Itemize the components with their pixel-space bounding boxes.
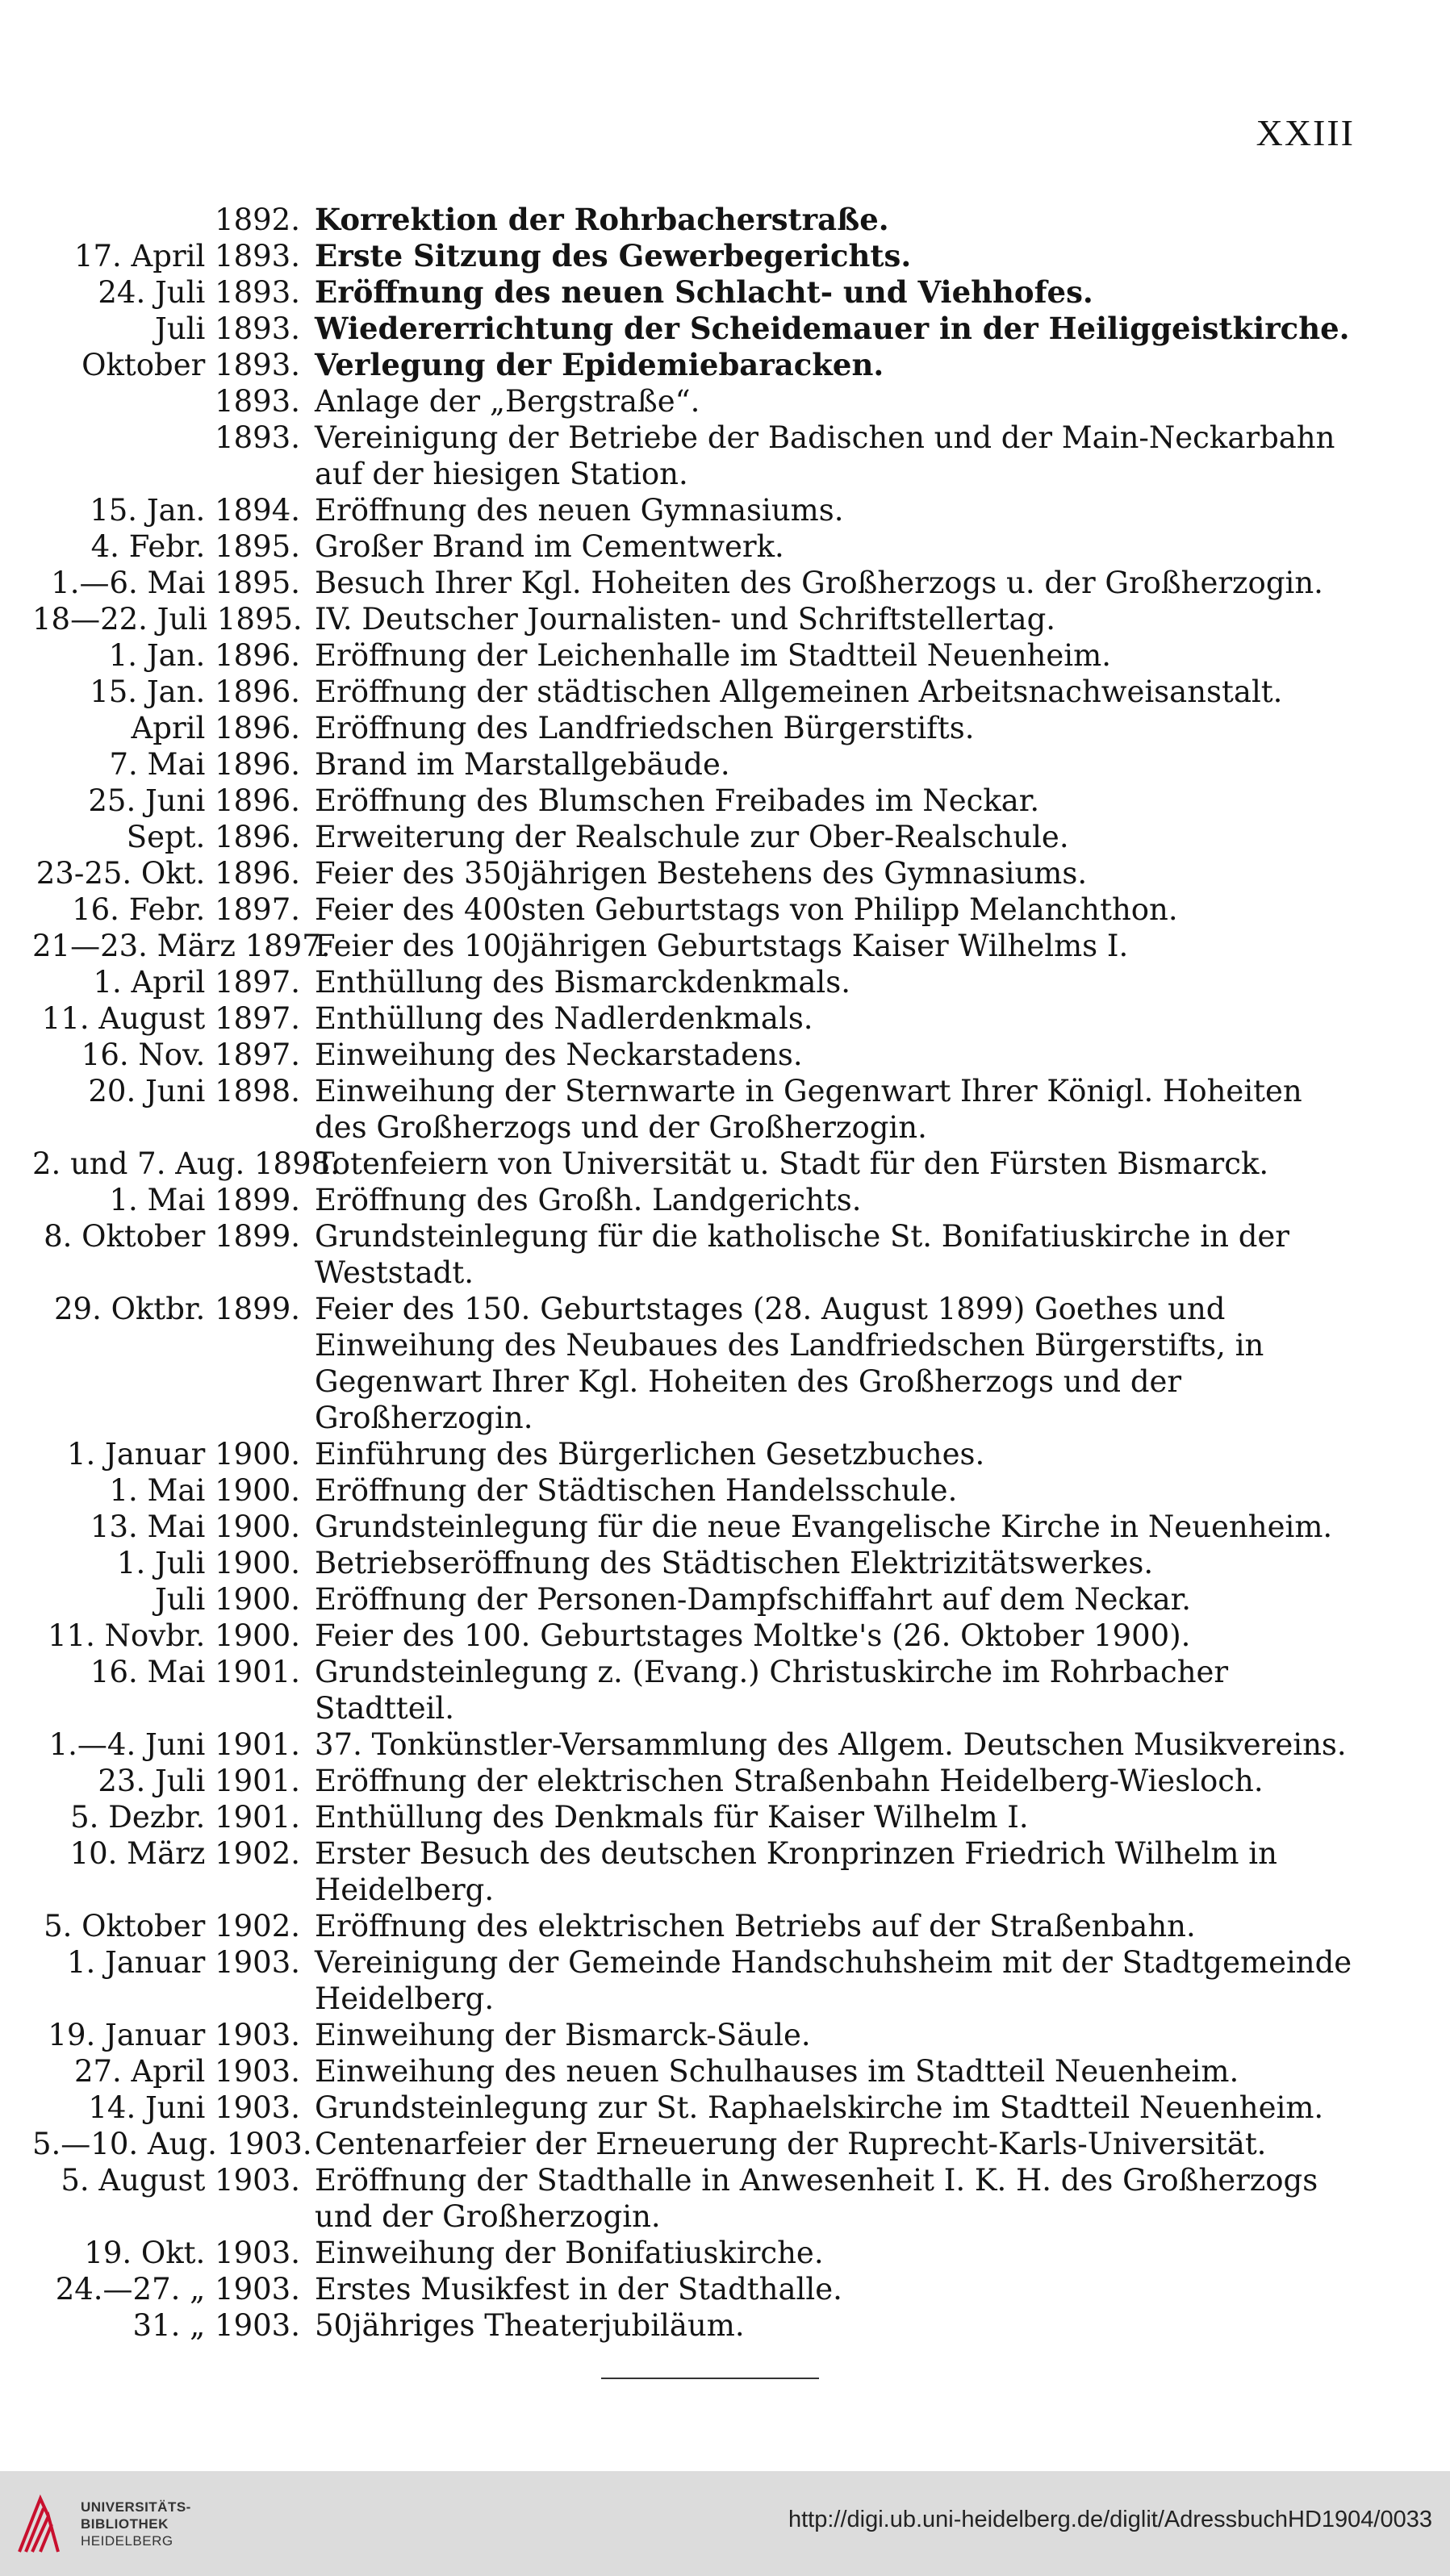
chronology-entry xyxy=(32,601,1356,637)
chronology-entry xyxy=(32,1763,1356,1799)
entry-text: Eröffnung der Leichenhalle im Stadtteil Neuenheim. xyxy=(315,638,1111,673)
entry-date: 18—22. Juli 1895. xyxy=(32,602,303,637)
chronology-entry xyxy=(32,2017,1356,2053)
entry-text: Erstes Musikfest in der Stadthalle. xyxy=(315,2272,842,2307)
entry-text: Centenarfeier der Erneuerung der Ruprecht-Karls-Universität. xyxy=(315,2127,1267,2161)
entry-text: Vereinigung der Gemeinde Handschuhsheim mit der Stadtgemeinde Heidelberg. xyxy=(315,1945,1352,2016)
entry-text: Einweihung der Bonifatiuskirche. xyxy=(315,2236,824,2270)
entry-text: Eröffnung des Blumschen Freibades im Neckar. xyxy=(315,783,1040,818)
entry-text: Eröffnung der Städtischen Handelsschule. xyxy=(315,1473,958,1508)
entry-date: 8. Oktober 1899. xyxy=(44,1219,300,1254)
entry-date: 19. Januar 1903. xyxy=(48,2018,300,2052)
entry-date: 5. Oktober 1902. xyxy=(44,1909,300,1943)
entry-text: Feier des 400sten Geburtstags von Philipp Melanchthon. xyxy=(315,892,1178,927)
entry-date: 1. Jan. 1896. xyxy=(108,638,300,673)
logo-line-1: UNIVERSITÄTS- xyxy=(81,2499,191,2515)
entry-text: Eröffnung der Personen-Dampfschiffahrt auf dem Neckar. xyxy=(315,1582,1192,1617)
entry-date: 27. April 1903. xyxy=(73,2054,300,2089)
entry-text: Feier des 100. Geburtstages Moltke's (26. Oktober 1900). xyxy=(315,1618,1191,1653)
entry-text: Enthüllung des Nadlerdenkmals. xyxy=(315,1001,813,1036)
library-logo xyxy=(16,2492,210,2557)
chronology-entry xyxy=(32,1037,1356,1073)
chronology-entry xyxy=(32,347,1356,383)
entry-date: 11. August 1897. xyxy=(41,1001,300,1036)
entry-date: 16. Mai 1901. xyxy=(90,1655,300,1689)
entry-text: Grundsteinlegung z. (Evang.) Christuskirche im Rohrbacher Stadtteil. xyxy=(315,1655,1229,1726)
entry-date: 15. Jan. 1894. xyxy=(90,493,300,528)
entry-text: IV. Deutscher Journalisten- und Schriftstellertag. xyxy=(315,602,1056,637)
entry-date: Juli 1900. xyxy=(154,1582,300,1617)
entry-date: 31. „ 1903. xyxy=(132,2308,300,2343)
chronology-entry xyxy=(32,1436,1356,1472)
chronology-entry xyxy=(32,1581,1356,1618)
entry-date: 2. und 7. Aug. 1898. xyxy=(32,1146,340,1181)
entry-date: 1. Juli 1900. xyxy=(116,1546,300,1580)
entry-date: 1. April 1897. xyxy=(93,965,300,1000)
entry-text: Feier des 100jährigen Geburtstags Kaiser Wilhelms I. xyxy=(315,929,1129,963)
entry-date: 25. Juni 1896. xyxy=(88,783,300,818)
chronology-entry xyxy=(32,855,1356,891)
entry-text: Anlage der „Bergstraße“. xyxy=(315,384,700,419)
entry-date: 23. Juli 1901. xyxy=(98,1764,300,1798)
entry-date: 23-25. Okt. 1896. xyxy=(36,856,300,891)
entry-text: Totenfeiern von Universität u. Stadt für den Fürsten Bismarck. xyxy=(315,1146,1269,1181)
entry-date: 1893. xyxy=(215,384,300,419)
chronology-entry xyxy=(32,420,1356,492)
chronology-entry xyxy=(32,1908,1356,1944)
entry-date: 1. Mai 1899. xyxy=(109,1183,300,1217)
chronology-entry xyxy=(32,2090,1356,2126)
entry-date: 16. Febr. 1897. xyxy=(72,892,300,927)
chronology-entry xyxy=(32,274,1356,311)
chronology-entry xyxy=(32,1726,1356,1763)
chronology-entry xyxy=(32,1944,1356,2017)
entry-date: 1.—4. Juni 1901. xyxy=(48,1727,300,1762)
chronology-entry xyxy=(32,819,1356,855)
entry-date: 5. August 1903. xyxy=(61,2163,300,2198)
entry-date: 1.—6. Mai 1895. xyxy=(51,566,300,600)
chronology-entry xyxy=(32,492,1356,528)
chronology-entry xyxy=(32,1000,1356,1037)
entry-text: Verlegung der Epidemiebaracken. xyxy=(315,347,884,382)
entry-text: Eröffnung der elektrischen Straßenbahn Heidelberg-Wiesloch. xyxy=(315,1764,1264,1798)
footer-bar xyxy=(0,2471,1450,2576)
chronology-list xyxy=(32,202,1356,2344)
entry-date: Sept. 1896. xyxy=(126,820,300,854)
page-number: XXIII xyxy=(1256,112,1355,153)
entry-text: Grundsteinlegung zur St. Raphaelskirche im Stadtteil Neuenheim. xyxy=(315,2090,1324,2125)
entry-date: 24.—27. „ 1903. xyxy=(55,2272,300,2307)
entry-text: Erweiterung der Realschule zur Ober-Realschule. xyxy=(315,820,1069,854)
chronology-entry xyxy=(32,1073,1356,1146)
entry-text: Eröffnung des elektrischen Betriebs auf der Straßenbahn. xyxy=(315,1909,1196,1943)
entry-text: Erster Besuch des deutschen Kronprinzen Friedrich Wilhelm in Heidelberg. xyxy=(315,1836,1277,1907)
entry-date: 1892. xyxy=(215,202,300,237)
entry-text: Einweihung der Sternwarte in Gegenwart Ihrer Königl. Hoheiten des Großherzogs und der Großherzogin. xyxy=(315,1074,1302,1145)
chronology-entry xyxy=(32,1509,1356,1545)
logo-line-3: HEIDELBERG xyxy=(81,2533,173,2549)
entry-text: Wiedererrichtung der Scheidemauer in der Heiliggeistkirche. xyxy=(315,311,1350,346)
entry-text: Grundsteinlegung für die neue Evangelische Kirche in Neuenheim. xyxy=(315,1509,1333,1544)
entry-text: Enthüllung des Bismarckdenkmals. xyxy=(315,965,851,1000)
chronology-entry xyxy=(32,2162,1356,2235)
chronology-entry xyxy=(32,1291,1356,1436)
chronology-entry xyxy=(32,746,1356,783)
entry-date: Juli 1893. xyxy=(154,311,300,346)
chronology-entry xyxy=(32,928,1356,964)
entry-text: Grundsteinlegung für die katholische St. Bonifatiuskirche in der Weststadt. xyxy=(315,1219,1289,1290)
chronology-entry xyxy=(32,1182,1356,1218)
entry-date: 5.—10. Aug. 1903. xyxy=(32,2127,312,2161)
entry-text: Großer Brand im Cementwerk. xyxy=(315,529,784,564)
chronology-entry xyxy=(32,1472,1356,1509)
source-url[interactable]: http://digi.ub.uni-heidelberg.de/diglit/AdressbuchHD1904/0033 xyxy=(788,2507,1432,2532)
logo-line-2: BIBLIOTHEK xyxy=(81,2516,169,2532)
entry-text: Feier des 350jährigen Bestehens des Gymnasiums. xyxy=(315,856,1088,891)
entry-text: 50jähriges Theaterjubiläum. xyxy=(315,2308,745,2343)
entry-date: Oktober 1893. xyxy=(81,348,300,382)
entry-date: 1. Mai 1900. xyxy=(109,1473,300,1508)
entry-text: Einweihung des neuen Schulhauses im Stadtteil Neuenheim. xyxy=(315,2054,1239,2089)
entry-text: Einführung des Bürgerlichen Gesetzbuches. xyxy=(315,1437,985,1472)
chronology-entry xyxy=(32,311,1356,347)
end-rule xyxy=(601,2378,819,2379)
chronology-entry xyxy=(32,202,1356,238)
chronology-entry xyxy=(32,383,1356,420)
chronology-entry xyxy=(32,1618,1356,1654)
entry-date: 29. Oktbr. 1899. xyxy=(54,1292,300,1326)
chronology-entry xyxy=(32,1654,1356,1726)
chronology-entry xyxy=(32,238,1356,274)
entry-date: 1893. xyxy=(215,420,300,455)
chronology-entry xyxy=(32,2235,1356,2271)
chronology-entry xyxy=(32,1545,1356,1581)
chronology-entry xyxy=(32,2307,1356,2344)
entry-date: 20. Juni 1898. xyxy=(88,1074,300,1108)
entry-text: Einweihung der Bismarck-Säule. xyxy=(315,2018,811,2052)
chronology-entry xyxy=(32,710,1356,746)
entry-text: Erste Sitzung des Gewerbegerichts. xyxy=(315,238,912,273)
entry-text: Eröffnung der Stadthalle in Anwesenheit I. K. H. des Großherzogs und der Großherzogin. xyxy=(315,2163,1318,2234)
entry-date: 7. Mai 1896. xyxy=(109,747,300,782)
entry-date: 11. Novbr. 1900. xyxy=(48,1618,300,1653)
entry-date: 5. Dezbr. 1901. xyxy=(70,1800,300,1835)
chronology-entry xyxy=(32,528,1356,565)
entry-date: 17. April 1893. xyxy=(73,239,300,273)
chronology-entry xyxy=(32,783,1356,819)
entry-date: 14. Juni 1903. xyxy=(88,2090,300,2125)
chronology-entry xyxy=(32,1218,1356,1291)
entry-date: 4. Febr. 1895. xyxy=(90,529,300,564)
entry-date: 16. Nov. 1897. xyxy=(81,1037,300,1072)
entry-date: 13. Mai 1900. xyxy=(90,1509,300,1544)
chronology-entry xyxy=(32,2053,1356,2090)
entry-text: Brand im Marstallgebäude. xyxy=(315,747,730,782)
entry-date: 19. Okt. 1903. xyxy=(84,2236,300,2270)
entry-text: 37. Tonkünstler-Versammlung des Allgem. Deutschen Musikvereins. xyxy=(315,1727,1347,1762)
entry-date: April 1896. xyxy=(131,711,300,745)
entry-text: Vereinigung der Betriebe der Badischen und der Main-Neckarbahn auf der hiesigen Station. xyxy=(315,420,1335,491)
entry-text: Besuch Ihrer Kgl. Hoheiten des Großherzogs u. der Großherzogin. xyxy=(315,566,1323,600)
chronology-entry xyxy=(32,2271,1356,2307)
entry-text: Einweihung des Neckarstadens. xyxy=(315,1037,803,1072)
chronology-entry xyxy=(32,2126,1356,2162)
entry-date: 10. März 1902. xyxy=(69,1836,300,1871)
chronology-entry xyxy=(32,674,1356,710)
entry-text: Betriebseröffnung des Städtischen Elektrizitätswerkes. xyxy=(315,1546,1154,1580)
chronology-entry xyxy=(32,637,1356,674)
entry-text: Korrektion der Rohrbacherstraße. xyxy=(315,202,889,237)
entry-text: Feier des 150. Geburtstages (28. August 1899) Goethes und Einweihung des Neubaues des Landfriedschen Bürgerstifts, in Gegenwart Ihrer Kgl. Hoheiten des Großherzogs und der Großherzogin. xyxy=(315,1292,1264,1435)
entry-text: Eröffnung des neuen Schlacht- und Viehhofes. xyxy=(315,274,1093,310)
entry-date: 21—23. März 1897. xyxy=(32,929,331,963)
chronology-entry xyxy=(32,565,1356,601)
entry-text: Eröffnung des Großh. Landgerichts. xyxy=(315,1183,862,1217)
entry-date: 1. Januar 1903. xyxy=(66,1945,300,1980)
entry-text: Eröffnung des neuen Gymnasiums. xyxy=(315,493,844,528)
chronology-entry xyxy=(32,1799,1356,1835)
entry-date: 1. Januar 1900. xyxy=(66,1437,300,1472)
entry-text: Eröffnung der städtischen Allgemeinen Arbeitsnachweisanstalt. xyxy=(315,674,1283,709)
chronology-entry xyxy=(32,1146,1356,1182)
chronology-entry xyxy=(32,1835,1356,1908)
entry-date: 24. Juli 1893. xyxy=(98,275,300,310)
entry-text: Eröffnung des Landfriedschen Bürgerstifts. xyxy=(315,711,975,745)
entry-date: 15. Jan. 1896. xyxy=(90,674,300,709)
entry-text: Enthüllung des Denkmals für Kaiser Wilhelm I. xyxy=(315,1800,1029,1835)
chronology-entry xyxy=(32,891,1356,928)
library-emblem-icon xyxy=(16,2492,65,2557)
chronology-entry xyxy=(32,964,1356,1000)
